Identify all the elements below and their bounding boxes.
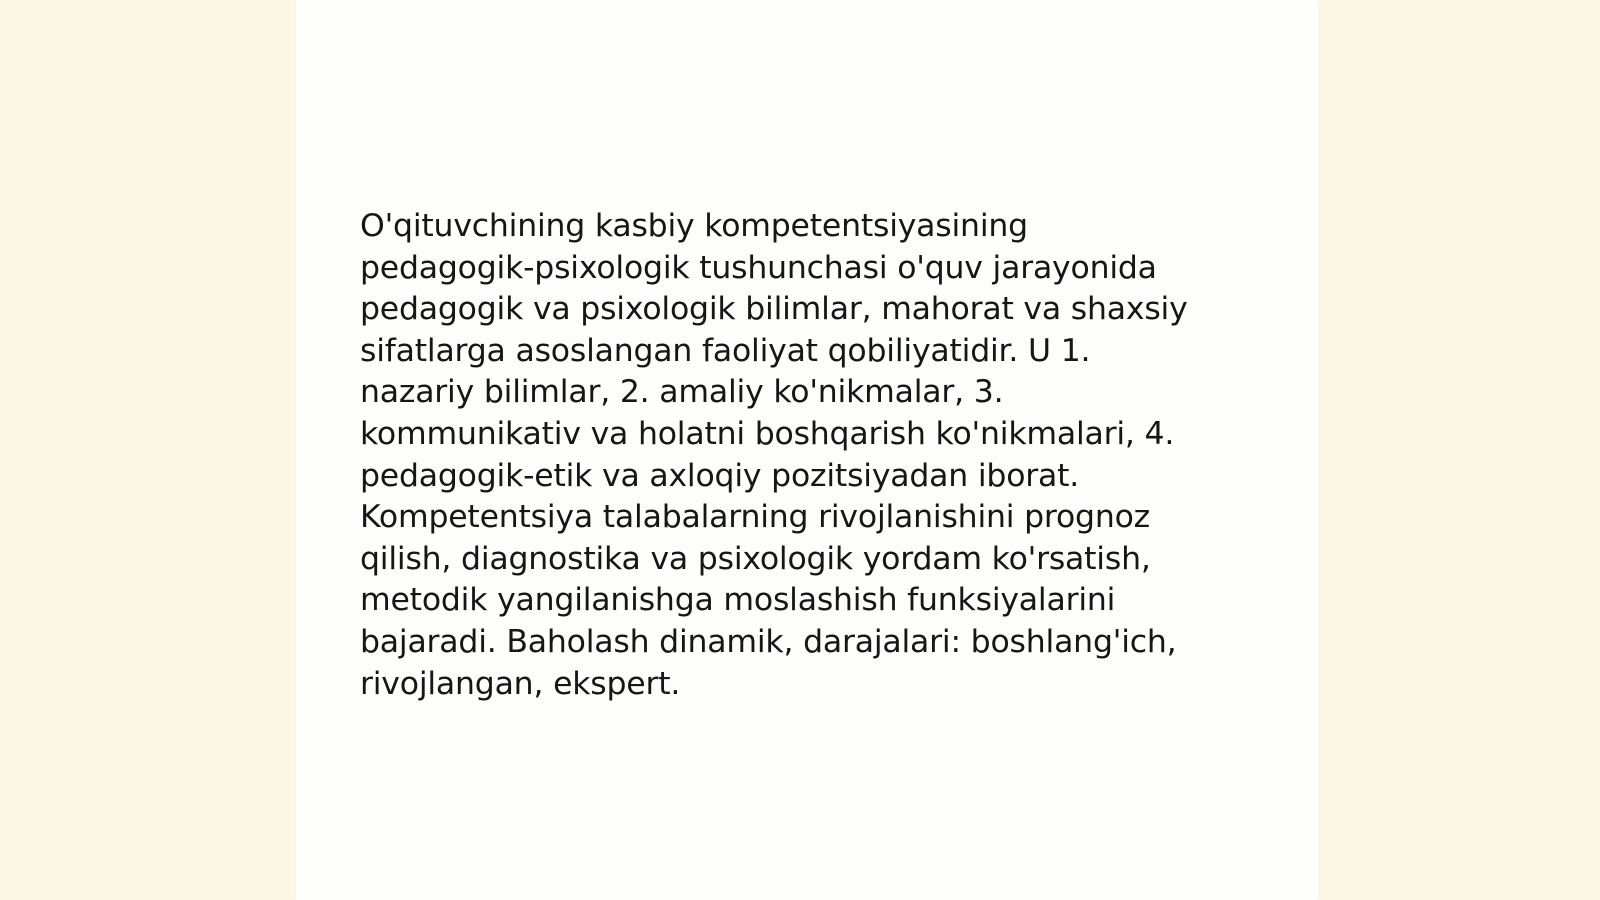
right-margin-background	[1318, 0, 1600, 900]
slide-body-text: O'qituvchining kasbiy kompetentsiyasining pedagogik-psixologik tushunchasi o'quv jarayonida pedagogik va psixologik bilimlar, mahorat va shaxsiy sifatlarga asoslangan faoliyat qobiliyatidir. U 1. nazariy bilimlar, 2. amaliy ko'nikmalar, 3. kommunikativ va holatni boshqarish ko'nikmalari, 4. pedagogik-etik va axloqiy pozitsiyadan iborat. Kompetentsiya talabalarning rivojlanishini prognoz qilish, diagnostika va psixologik yordam ko'rsatish, metodik yangilanishga moslashish funksiyalarini bajaradi. Baholash dinamik, darajalari: boshlang'ich, rivojlangan, ekspert.	[360, 208, 1188, 702]
slide-page	[296, 0, 1318, 900]
left-margin-background	[0, 0, 296, 900]
